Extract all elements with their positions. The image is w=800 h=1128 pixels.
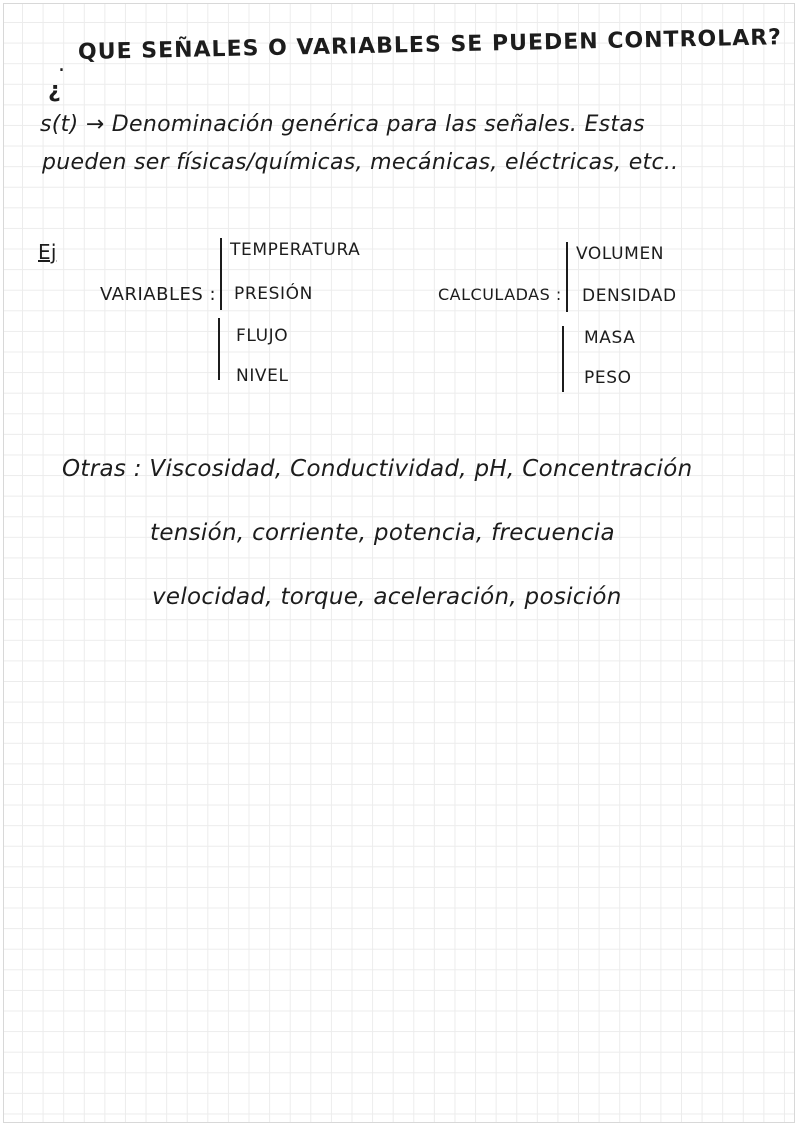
- variables-label: VARIABLES :: [100, 284, 217, 305]
- others-line-1: Otras : Viscosidad, Conductividad, pH, Concentración: [62, 456, 693, 482]
- variables-brace-upper: [220, 238, 222, 310]
- intro-line-2: pueden ser físicas/químicas, mecánicas, eléctricas, etc..: [42, 150, 679, 175]
- variable-item: PRESIÓN: [234, 284, 313, 304]
- intro-line-1: s(t) → Denominación genérica para las señales. Estas: [40, 112, 645, 137]
- variable-item: FLUJO: [236, 326, 289, 346]
- question-mark-inverted: ¿: [48, 78, 62, 103]
- calculadas-label: CALCULADAS :: [438, 285, 562, 304]
- calculada-item: MASA: [584, 328, 636, 348]
- calculadas-brace-lower: [562, 326, 564, 392]
- calculada-item: VOLUMEN: [576, 244, 665, 264]
- variable-item: NIVEL: [236, 366, 289, 386]
- example-label: Ej: [38, 240, 57, 264]
- title-dot: .: [58, 52, 66, 77]
- calculada-item: PESO: [584, 368, 632, 388]
- others-line-2: tensión, corriente, potencia, frecuencia: [150, 520, 615, 546]
- calculadas-brace-upper: [566, 242, 568, 312]
- page-title: QUE SEÑALES O VARIABLES SE PUEDEN CONTROLAR?: [77, 25, 783, 65]
- variable-item: TEMPERATURA: [230, 240, 361, 260]
- variables-brace-lower: [218, 318, 220, 380]
- calculada-item: DENSIDAD: [582, 286, 677, 306]
- others-line-3: velocidad, torque, aceleración, posición: [152, 584, 622, 610]
